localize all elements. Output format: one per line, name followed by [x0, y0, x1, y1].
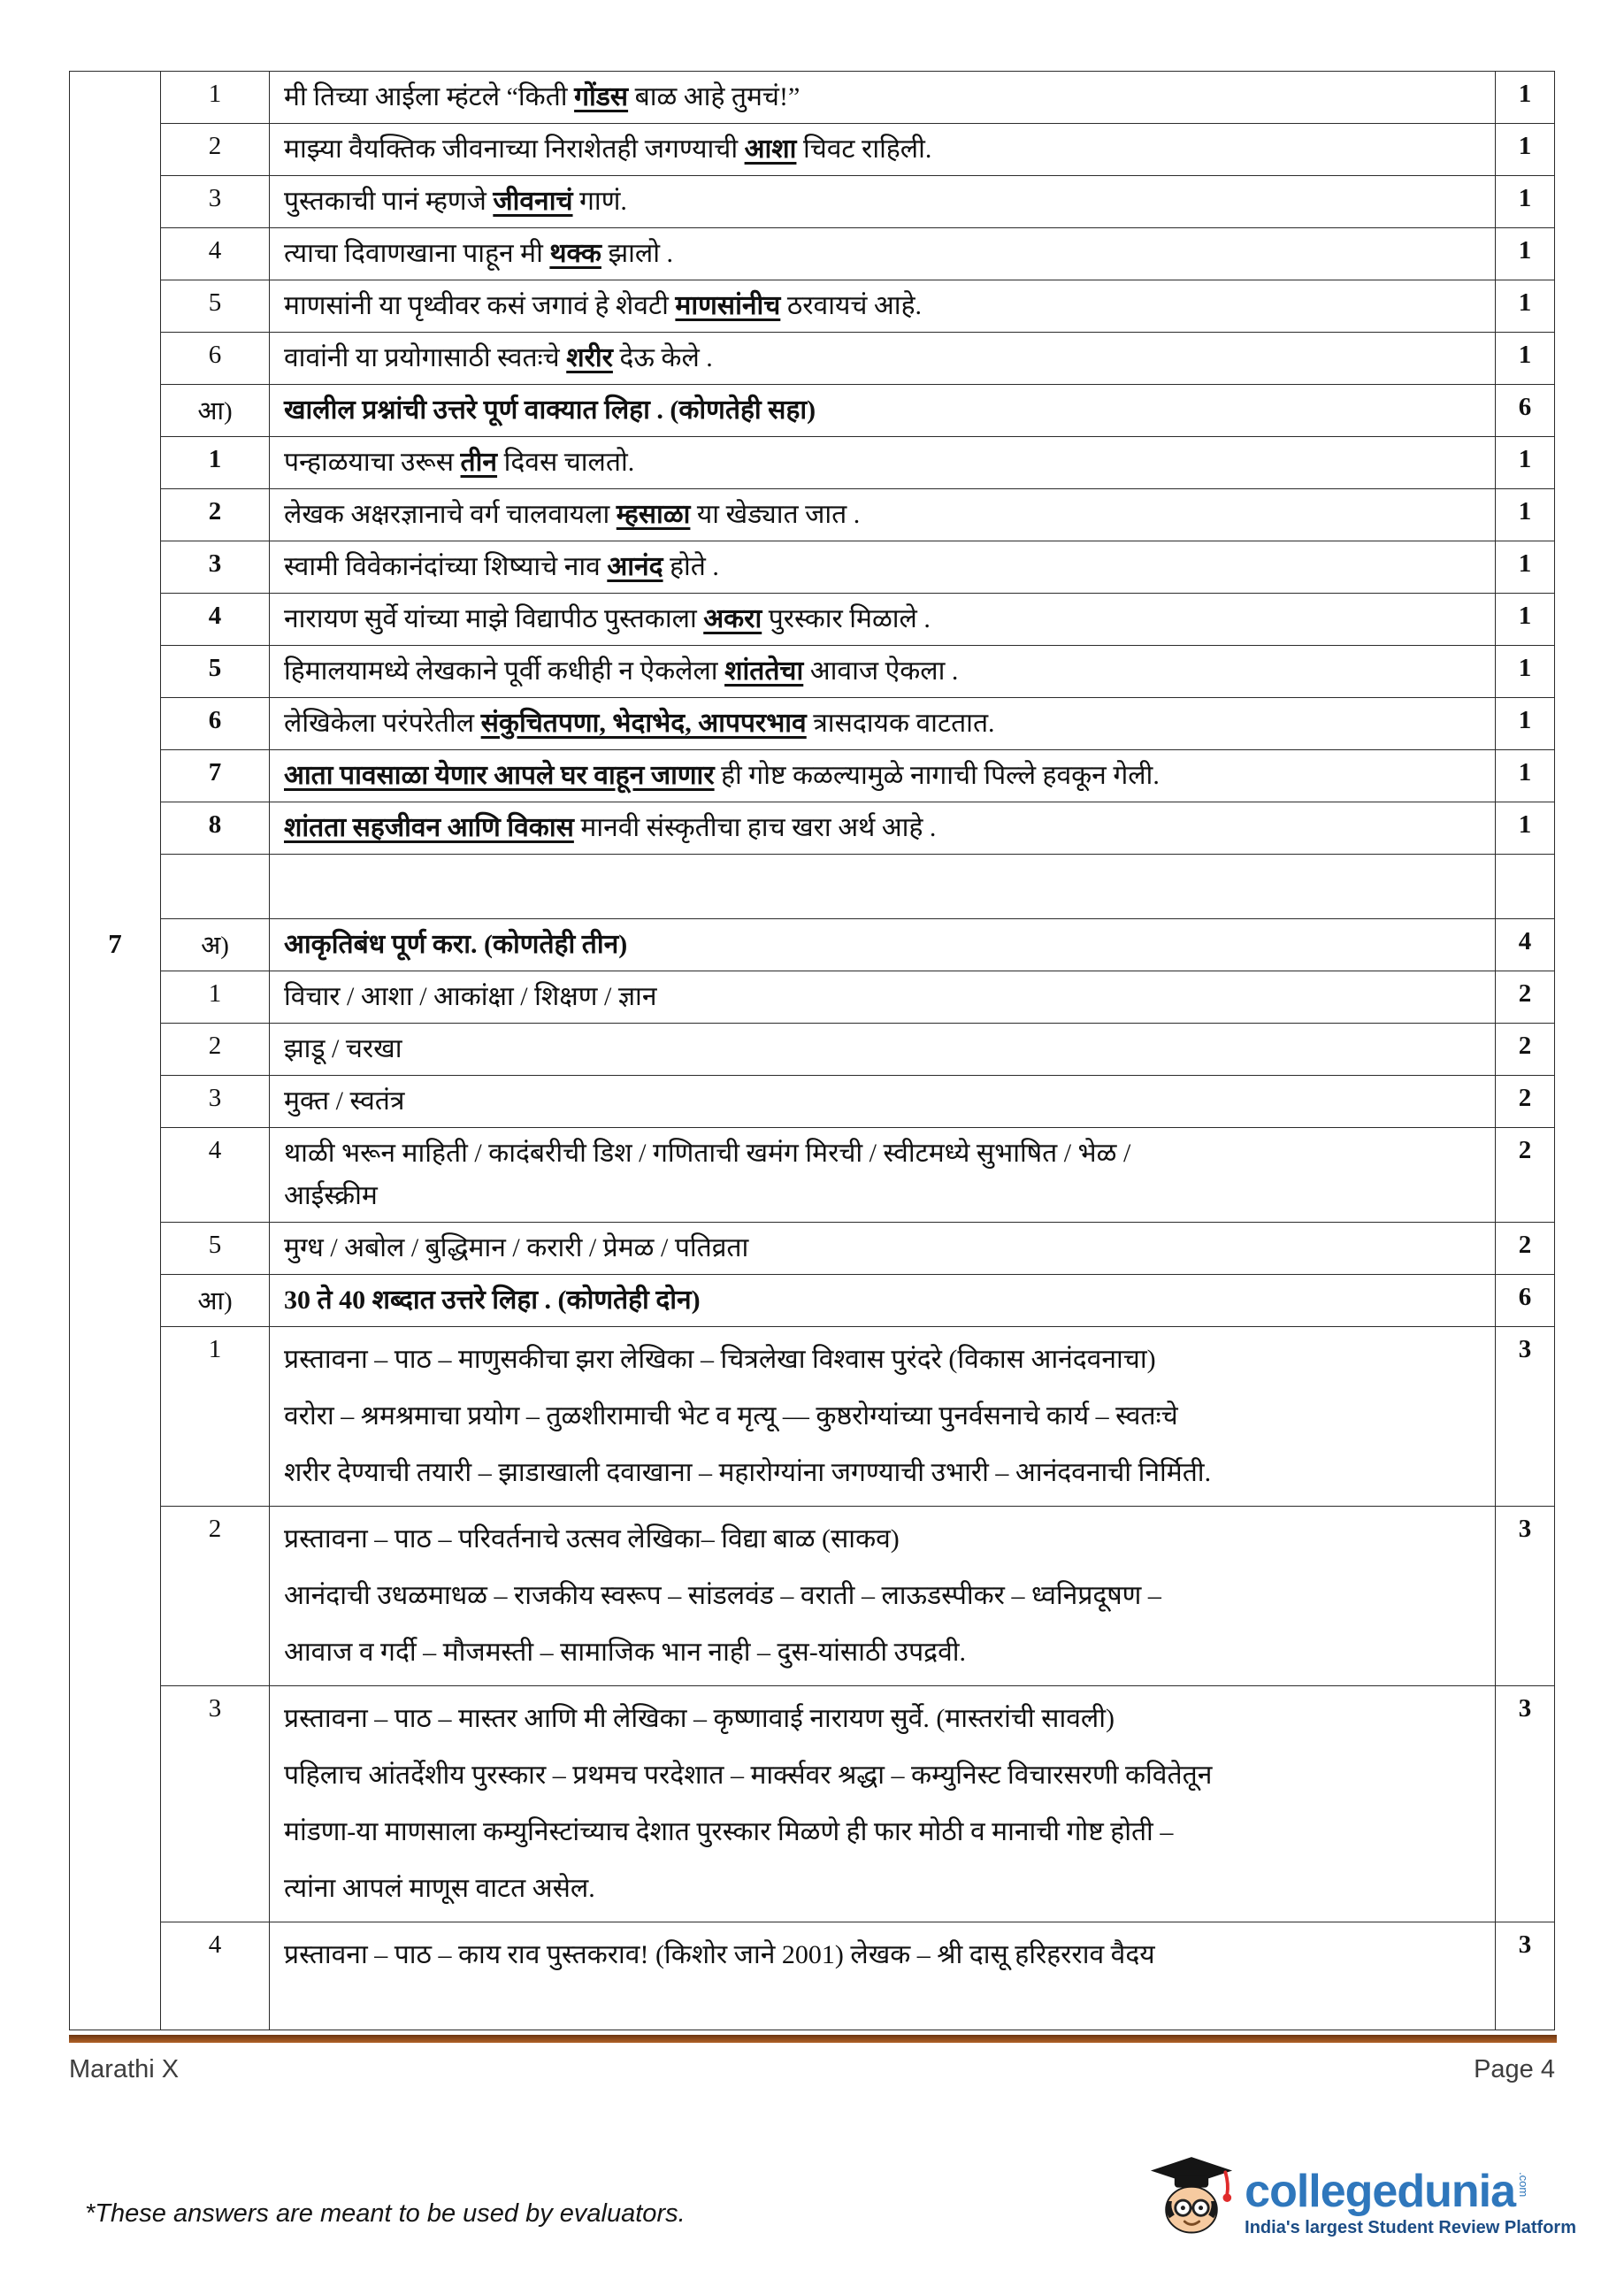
question-number-cell — [70, 1223, 161, 1275]
marks-cell: 3 — [1496, 1507, 1555, 1686]
sub-number-cell: 4 — [161, 1128, 270, 1223]
marks-cell: 1 — [1496, 176, 1555, 228]
answer-content-cell: आकृतिबंध पूर्ण करा. (कोणतेही तीन) — [270, 919, 1496, 971]
answer-content-cell: वावांनी या प्रयोगासाठी स्वतःचे शरीर देऊ केले . — [270, 333, 1496, 385]
table-row — [70, 1327, 1555, 1507]
marks-cell: 1 — [1496, 541, 1555, 594]
sub-number-cell: 6 — [161, 333, 270, 385]
question-number-cell — [70, 437, 161, 489]
question-number-cell — [70, 228, 161, 280]
sub-number-cell: आ) — [161, 385, 270, 437]
question-number-cell — [70, 176, 161, 228]
sub-number-cell: 2 — [161, 1507, 270, 1686]
answer-content-cell: लेखिकेला परंपरेतील संकुचितपणा, भेदाभेद, आपपरभाव त्रासदायक वाटतात. — [270, 698, 1496, 750]
table-row — [70, 385, 1555, 437]
answer-content-cell: 30 ते 40 शब्दात उत्तरे लिहा . (कोणतेही दोन) — [270, 1275, 1496, 1327]
marks-cell: 1 — [1496, 750, 1555, 802]
marks-cell: 1 — [1496, 489, 1555, 541]
answer-content-cell: हिमालयामध्ये लेखकाने पूर्वी कधीही न ऐकलेला शांततेचा आवाज ऐकला . — [270, 646, 1496, 698]
answer-content-cell: लेखक अक्षरज्ञानाचे वर्ग चालवायला म्हसाळा या खेड्यात जात . — [270, 489, 1496, 541]
answer-content-cell: थाळी भरून माहिती / कादंबरीची डिश / गणिताची खमंग मिरची / स्वीटमध्ये सुभाषित / भेळ / आईस्क्रीम — [270, 1128, 1496, 1223]
sub-number-cell: 7 — [161, 750, 270, 802]
marks-cell: 1 — [1496, 72, 1555, 124]
marks-cell: 1 — [1496, 228, 1555, 280]
table-row — [70, 971, 1555, 1024]
sub-number-cell: अ) — [161, 919, 270, 971]
table-row — [70, 176, 1555, 228]
page-divider-line — [69, 2035, 1557, 2043]
answer-content-cell: पुस्तकाची पानं म्हणजे जीवनाचं गाणं. — [270, 176, 1496, 228]
marks-cell: 2 — [1496, 1024, 1555, 1076]
table-row — [70, 489, 1555, 541]
marks-cell: 1 — [1496, 124, 1555, 176]
table-row — [70, 72, 1555, 124]
table-row — [70, 1686, 1555, 1922]
marks-cell: 1 — [1496, 333, 1555, 385]
marks-cell: 3 — [1496, 1327, 1555, 1507]
question-number-cell — [70, 802, 161, 855]
marks-cell: 6 — [1496, 1275, 1555, 1327]
table-row — [70, 1076, 1555, 1128]
sub-number-cell: 3 — [161, 176, 270, 228]
logo-brand-row — [1245, 2166, 1576, 2217]
question-number-cell — [70, 594, 161, 646]
sub-number-cell: 1 — [161, 437, 270, 489]
table-row — [70, 855, 1555, 919]
table-row — [70, 646, 1555, 698]
question-number-cell — [70, 1128, 161, 1223]
table-row — [70, 124, 1555, 176]
table-row — [70, 228, 1555, 280]
logo-text-block — [1245, 2168, 1576, 2238]
sub-number-cell: 1 — [161, 971, 270, 1024]
answer-content-cell: मी तिच्या आईला म्हंटले “किती गोंडस बाळ आहे तुमचं!” — [270, 72, 1496, 124]
evaluator-note: *These answers are meant to be used by evaluators. — [85, 2199, 686, 2228]
answer-content-cell: त्याचा दिवाणखाना पाहून मी थक्क झालो . — [270, 228, 1496, 280]
question-number-cell — [70, 124, 161, 176]
sub-number-cell: 4 — [161, 594, 270, 646]
page-footer — [69, 2055, 1555, 2084]
marks-cell: 1 — [1496, 698, 1555, 750]
marks-cell: 3 — [1496, 1922, 1555, 2030]
question-number-cell — [70, 541, 161, 594]
answer-content-cell: प्रस्तावना – पाठ – काय राव पुस्तकराव! (किशोर जाने 2001) लेखक – श्री दासू हरिहरराव वैदय — [270, 1922, 1496, 2030]
question-number-cell — [70, 1507, 161, 1686]
sub-number-cell: 8 — [161, 802, 270, 855]
answer-content-cell: पन्हाळयाचा उरूस तीन दिवस चालतो. — [270, 437, 1496, 489]
table-row — [70, 1128, 1555, 1223]
question-number-cell — [70, 1275, 161, 1327]
table-row — [70, 333, 1555, 385]
logo-tagline: India's largest Student Review Platform — [1245, 2218, 1576, 2237]
sub-number-cell: 4 — [161, 1922, 270, 2030]
answer-content-cell: प्रस्तावना – पाठ – माणुसकीचा झरा लेखिका – चित्रलेखा विश्वास पुरंदरे (विकास आनंदवनाचा) वरोरा – श्रमश्रमाचा प्रयोग – तुळशीरामाची भेट व मृत्यू –– कुष्ठरोग्यांच्या पुनर्वसनाचे कार्य – स्वतःचे शरीर देण्याची तयारी – झाडाखाली दवाखाना – महारोग्यांना जगण्याची उभारी – आनंदवनाची निर्मिती. — [270, 1327, 1496, 1507]
question-number-cell — [70, 385, 161, 437]
marks-cell: 6 — [1496, 385, 1555, 437]
table-row — [70, 919, 1555, 971]
answer-content-cell: स्वामी विवेकानंदांच्या शिष्याचे नाव आनंद होते . — [270, 541, 1496, 594]
answer-content-cell: माणसांनी या पृथ्वीवर कसं जगावं हे शेवटी माणसांनीच ठरवायचं आहे. — [270, 280, 1496, 333]
table-row — [70, 698, 1555, 750]
marks-cell: 1 — [1496, 280, 1555, 333]
table-row — [70, 1922, 1555, 2030]
question-number-cell — [70, 1922, 161, 2030]
marks-cell: 4 — [1496, 919, 1555, 971]
question-number-cell — [70, 855, 161, 919]
collegedunia-logo — [1149, 2152, 1576, 2255]
sub-number-cell: 3 — [161, 1076, 270, 1128]
marks-cell: 2 — [1496, 1223, 1555, 1275]
sub-number-cell: 5 — [161, 1223, 270, 1275]
logo-brand-name: collegedunia — [1245, 2166, 1515, 2217]
answer-content-cell: नारायण सुर्वे यांच्या माझे विद्यापीठ पुस्तकाला अकरा पुरस्कार मिळाले . — [270, 594, 1496, 646]
sub-number-cell: 5 — [161, 280, 270, 333]
sub-number-cell: 2 — [161, 489, 270, 541]
table-row — [70, 541, 1555, 594]
marks-cell: 2 — [1496, 1128, 1555, 1223]
marks-cell: 2 — [1496, 971, 1555, 1024]
question-number-cell — [70, 1327, 161, 1507]
logo-tld: .com — [1517, 2172, 1530, 2198]
question-number-cell — [70, 489, 161, 541]
footer-page-number: Page 4 — [1474, 2055, 1555, 2083]
marks-cell: 2 — [1496, 1076, 1555, 1128]
sub-number-cell: 2 — [161, 124, 270, 176]
question-number-cell — [70, 333, 161, 385]
sub-number-cell — [161, 855, 270, 919]
table-row — [70, 1275, 1555, 1327]
footer-subject-label: Marathi X — [69, 2055, 180, 2083]
table-row — [70, 280, 1555, 333]
marks-cell: 1 — [1496, 437, 1555, 489]
sub-number-cell: 5 — [161, 646, 270, 698]
table-row — [70, 1507, 1555, 1686]
answer-content-cell: खालील प्रश्नांची उत्तरे पूर्ण वाक्यात लिहा . (कोणतेही सहा) — [270, 385, 1496, 437]
sub-number-cell: 6 — [161, 698, 270, 750]
question-number-cell — [70, 72, 161, 124]
answer-content-cell: विचार / आशा / आकांक्षा / शिक्षण / ज्ञान — [270, 971, 1496, 1024]
question-number-cell — [70, 280, 161, 333]
answer-content-cell: मुक्त / स्वतंत्र — [270, 1076, 1496, 1128]
question-number-cell — [70, 1076, 161, 1128]
answer-content-cell: प्रस्तावना – पाठ – परिवर्तनाचे उत्सव लेखिका– विद्या बाळ (साकव) आनंदाची उधळमाधळ – राजकीय स्वरूप – सांडलवंड – वराती – लाऊडस्पीकर – ध्वनिप्रदूषण – आवाज व गर्दी – मौजमस्ती – सामाजिक भान नाही – दुस-यांसाठी उपद्रवी. — [270, 1507, 1496, 1686]
marks-cell: 1 — [1496, 646, 1555, 698]
marks-cell: 1 — [1496, 594, 1555, 646]
sub-number-cell: 1 — [161, 1327, 270, 1507]
question-number-cell — [70, 971, 161, 1024]
table-row — [70, 437, 1555, 489]
answer-table-body — [70, 72, 1555, 2030]
answer-content-cell — [270, 855, 1496, 919]
table-row — [70, 1024, 1555, 1076]
marks-cell: 1 — [1496, 802, 1555, 855]
sub-number-cell: आ) — [161, 1275, 270, 1327]
table-row — [70, 594, 1555, 646]
answer-content-cell: प्रस्तावना – पाठ – मास्तर आणि मी लेखिका – कृष्णावाई नारायण सुर्वे. (मास्तरांची सावली) पहिलाच आंतर्देशीय पुरस्कार – प्रथमच परदेशात – मार्क्सवर श्रद्धा – कम्युनिस्ट विचारसरणी कवितेतून मांडणा-या माणसाला कम्युनिस्टांच्याच देशात पुरस्कार मिळणे ही फार मोठी व मानाची गोष्ट होती – त्यांना आपलं माणूस वाटत असेल. — [270, 1686, 1496, 1922]
collegedunia-mascot-icon — [1149, 2152, 1234, 2255]
marks-cell: 3 — [1496, 1686, 1555, 1922]
table-row — [70, 750, 1555, 802]
marks-cell — [1496, 855, 1555, 919]
question-number-cell — [70, 698, 161, 750]
answer-content-cell: झाडू / चरखा — [270, 1024, 1496, 1076]
sub-number-cell: 4 — [161, 228, 270, 280]
sub-number-cell: 3 — [161, 1686, 270, 1922]
question-number-cell — [70, 1686, 161, 1922]
answer-content-cell: आता पावसाळा येणार आपले घर वाहून जाणार ही गोष्ट कळल्यामुळे नागाची पिल्ले हवकून गेली. — [270, 750, 1496, 802]
sub-number-cell: 1 — [161, 72, 270, 124]
question-number-cell — [70, 646, 161, 698]
question-number-cell — [70, 750, 161, 802]
answer-content-cell: शांतता सहजीवन आणि विकास मानवी संस्कृतीचा हाच खरा अर्थ आहे . — [270, 802, 1496, 855]
question-number-cell — [70, 1024, 161, 1076]
answer-content-cell: मुग्ध / अबोल / बुद्धिमान / करारी / प्रेमळ / पतिव्रता — [270, 1223, 1496, 1275]
table-row — [70, 1223, 1555, 1275]
answer-content-cell: माझ्या वैयक्तिक जीवनाच्या निराशेतही जगण्याची आशा चिवट राहिली. — [270, 124, 1496, 176]
sub-number-cell: 2 — [161, 1024, 270, 1076]
table-row — [70, 802, 1555, 855]
sub-number-cell: 3 — [161, 541, 270, 594]
answer-key-table — [69, 71, 1555, 2030]
question-number-cell: 7 — [70, 919, 161, 971]
